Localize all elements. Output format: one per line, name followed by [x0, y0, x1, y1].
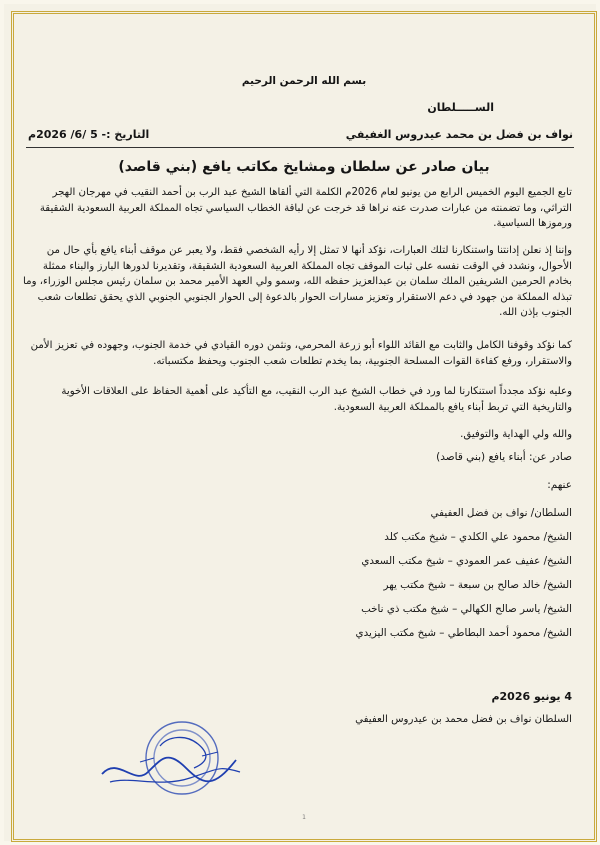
signatory-line: الشيخ/ خالد صالح بن سبعة – شيخ مكتب يهر [383, 579, 572, 591]
on-behalf-label: عنهم: [547, 479, 572, 491]
basmala: بسم الله الرحمن الرحيم [241, 75, 367, 87]
sender-name: نواف بن فضل بن محمد عيدروس الغفيفي [345, 128, 573, 141]
final-signature-name: السلطان نواف بن فضل محمد بن عيدروس العفيفي [355, 714, 572, 725]
issued-by: صادر عن: أبناء يافع (بني قاصد) [436, 451, 572, 463]
document-date: التاريخ :- 5 /6/ 2026م [28, 128, 150, 141]
closing-line: والله ولي الهداية والتوفيق. [460, 429, 572, 440]
header-divider [26, 147, 574, 148]
paragraph-2: وإننا إذ نعلن إدانتنا واستنكارنا لتلك العبارات، نؤكد أنها لا تمثل إلا رأيه الشخصي فقط، ولا يعبر عن موقف أبناء يافع بأي حال من الأحوال، ونشدد في الوقت نفسه على ثبات الموقف تجاه المملكة العربية السعودية الشقيقة، وتقديرنا لدورها البارز والبناء ممثلة بخادم الحرمين الشريفين الملك سلمان بن عبدالعزيز حفظه الله، وسمو ولي العهد الأمير محمد بن سلمان رئيس مجلس الوزراء، وما تبذله المملكة من جهود في دعم الاستقرار وتعزيز مسارات الحوار بالدعوة إلى الحوار الجنوبي الجنوبي الذي يحقق تطلعات شعب الجنوب بإذن الله. [23, 245, 572, 318]
signatory-line: السلطان/ نواف بن فضل العفيفي [430, 507, 572, 519]
paragraph-3: كما نؤكد وقوفنا الكامل والثابت مع القائد اللواء أبو زرعة المحرمي، ونثمن دوره القيادي في خدمة الجنوب، وجهوده في تعزيز الأمن والاستقرار، ورفع كفاءة القوات المسلحة الجنوبية، بما يخدم تطلعات شعب الجنوب ويحفظ مكتسباته. [30, 340, 572, 367]
paragraph-1: تابع الجميع اليوم الخميس الرابع من يونيو لعام 2026م الكلمة التي ألقاها الشيخ عبد الرب بن أحمد النقيب في مهرجان الهجر التراثي، وما تضمنته من عبارات صدرت عنه نراها قد خرجت عن لباقة الخطاب السياسي تجاه المملكة العربية السعودية الشقيقة ورموزها السياسية. [39, 187, 572, 229]
signatory-line: الشيخ/ عفيف عمر العمودي – شيخ مكتب السعدي [361, 555, 572, 567]
paragraph-4: وعليه نؤكد مجدداً استنكارنا لما ورد في خطاب الشيخ عبد الرب النقيب، مع التأكيد على أهمية الحفاظ على العلاقات الأخوية والتاريخية التي تربط أبناء يافع بالمملكة العربية السعودية. [61, 386, 572, 413]
statement-headline: بيان صادر عن سلطان ومشايخ مكاتب يافع (بني قاصد) [118, 159, 490, 175]
page-number: 1 [302, 814, 306, 821]
signatory-line: الشيخ/ محمود أحمد البطاطي – شيخ مكتب اليزيدي [355, 627, 572, 639]
sultan-title: الســـــلطان [427, 101, 494, 114]
final-date: 4 يونيو 2026م [491, 690, 572, 703]
signatory-line: الشيخ/ ياسر صالح الكهالي – شيخ مكتب ذي ناخب [361, 603, 572, 615]
seal-stamp-signature [90, 716, 250, 806]
signatory-line: الشيخ/ محمود علي الكلدي – شيخ مكتب كلد [384, 531, 572, 543]
